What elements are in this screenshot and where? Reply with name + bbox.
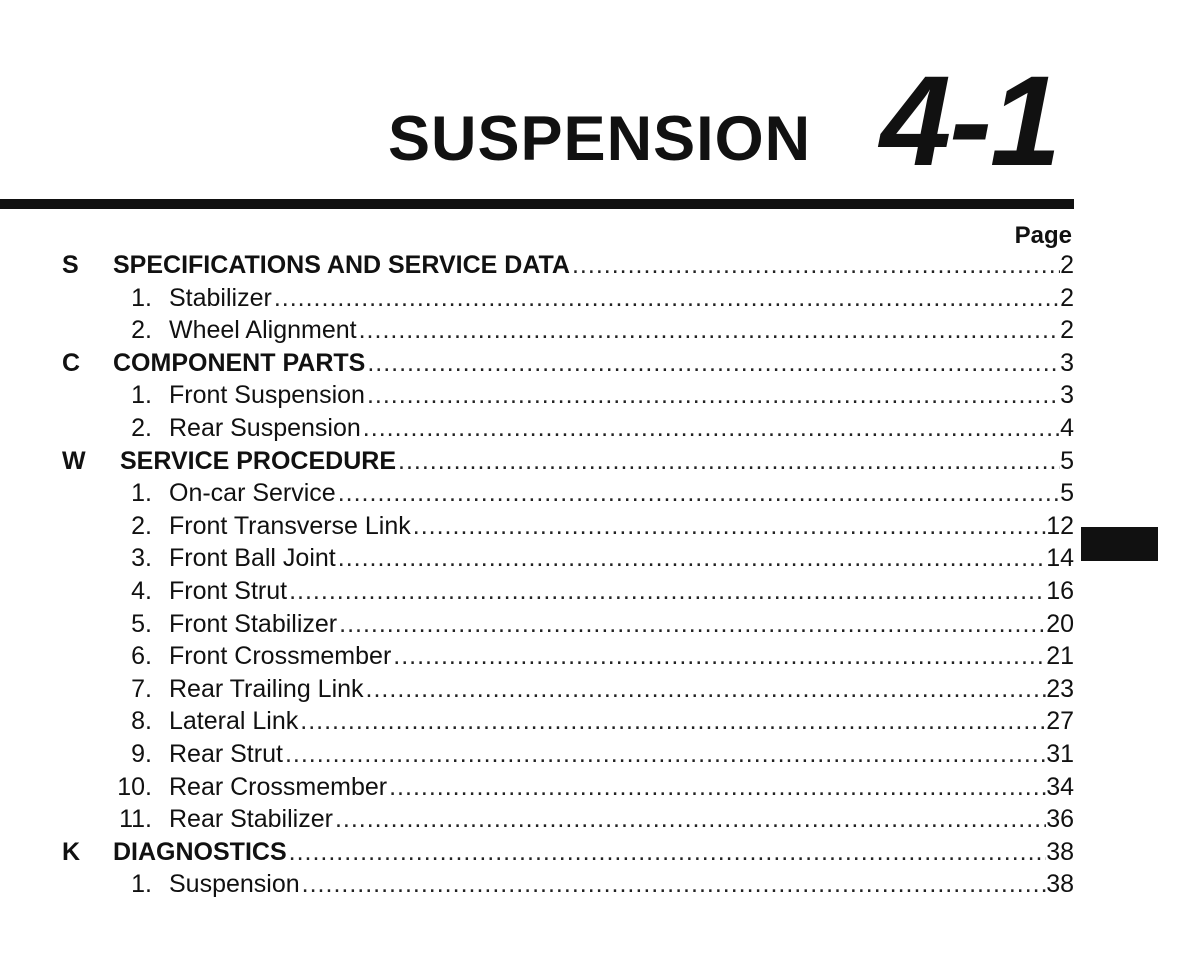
dot-leader (287, 575, 1046, 608)
toc-item-title: Front Stabilizer (169, 609, 338, 638)
page-title: SUSPENSION (388, 104, 812, 174)
toc-item-row (0, 803, 1200, 836)
dot-leader (365, 347, 1060, 380)
toc-page-number: 36 (1046, 805, 1074, 834)
toc-item-row (0, 379, 1200, 412)
toc-item-row (0, 510, 1200, 543)
dot-leader (336, 477, 1060, 510)
toc-page-number: 14 (1046, 544, 1074, 573)
toc-section-title: COMPONENT PARTS (113, 348, 366, 377)
toc-page-number: 34 (1046, 772, 1074, 801)
dot-leader (298, 705, 1046, 738)
toc-item-title: Rear Crossmember (169, 772, 388, 801)
dot-leader (272, 282, 1060, 315)
toc-entry-line (169, 542, 1074, 575)
toc-entry-line (169, 379, 1074, 412)
toc-item-number: 9. (131, 739, 152, 768)
toc-page-number: 5 (1060, 446, 1074, 475)
toc-entry-line (169, 412, 1074, 445)
toc-item-row (0, 314, 1200, 347)
toc-entry-line (169, 282, 1074, 315)
toc-entry-line (169, 738, 1074, 771)
dot-leader (396, 445, 1060, 478)
toc-item-title: Front Ball Joint (169, 544, 336, 573)
page-column-label: Page (1014, 222, 1072, 249)
toc-entry-line (169, 705, 1074, 738)
toc-entry-line (113, 347, 1074, 380)
dot-leader (287, 836, 1047, 869)
toc-page-number: 3 (1060, 381, 1074, 410)
toc-item-title: Front Suspension (169, 381, 365, 410)
toc-entry-line (169, 477, 1074, 510)
toc-page-number: 2 (1060, 316, 1074, 345)
toc-section-title: SPECIFICATIONS AND SERVICE DATA (113, 251, 570, 279)
toc-item-row (0, 282, 1200, 315)
toc-page-number: 31 (1046, 739, 1074, 768)
toc-item-row (0, 608, 1200, 641)
toc-section-title: SERVICE PROCEDURE (120, 446, 396, 475)
toc-item-number: 1. (131, 381, 152, 410)
toc-entry-line (169, 868, 1074, 901)
toc-page-number: 12 (1046, 511, 1074, 540)
toc-page-number: 20 (1046, 609, 1074, 638)
toc-item-number: 11. (119, 805, 152, 834)
dot-leader (570, 249, 1060, 282)
toc-item-title: Front Crossmember (169, 642, 392, 671)
toc-item-row (0, 673, 1200, 706)
toc-entry-line (169, 803, 1074, 836)
dot-leader (387, 771, 1046, 804)
toc-item-row (0, 771, 1200, 804)
toc-section-code: S (62, 251, 79, 279)
toc-item-title: Suspension (169, 870, 300, 899)
toc-page-number: 23 (1046, 674, 1074, 703)
toc-entry-line (169, 575, 1074, 608)
toc-item-row (0, 640, 1200, 673)
toc-section-code: C (62, 348, 81, 377)
toc-entry-line (120, 445, 1074, 478)
toc-entry-line (169, 771, 1074, 804)
toc-item-number: 7. (131, 674, 152, 703)
toc-item-number: 8. (131, 707, 152, 736)
toc-item-row (0, 705, 1200, 738)
dot-leader (361, 412, 1060, 445)
toc-entry-line (169, 510, 1074, 543)
toc-entry-line (169, 608, 1074, 641)
toc-item-number: 2. (131, 511, 152, 540)
toc-page-number: 3 (1060, 348, 1074, 377)
dot-leader (391, 640, 1046, 673)
toc-item-row (0, 738, 1200, 771)
table-of-contents (0, 249, 1200, 901)
toc-page-number: 2 (1060, 283, 1074, 312)
toc-entry-line (113, 836, 1074, 869)
toc-item-row (0, 868, 1200, 901)
toc-item-number: 10. (117, 772, 152, 801)
toc-item-number: 2. (131, 316, 152, 345)
dot-leader (357, 314, 1060, 347)
toc-item-number: 5. (131, 609, 152, 638)
toc-page-number: 4 (1060, 413, 1074, 442)
toc-item-number: 6. (131, 642, 152, 671)
toc-item-title: On-car Service (169, 479, 336, 508)
toc-entry-line (113, 249, 1074, 282)
toc-item-row (0, 477, 1200, 510)
dot-leader (283, 738, 1046, 771)
toc-item-title: Rear Stabilizer (169, 805, 333, 834)
dot-leader (411, 510, 1046, 543)
toc-section-row (0, 836, 1200, 869)
toc-item-number: 4. (131, 576, 152, 605)
toc-item-title: Rear Trailing Link (169, 674, 364, 703)
toc-section-row (0, 445, 1200, 478)
toc-item-title: Front Transverse Link (169, 511, 411, 540)
toc-page-number: 38 (1046, 870, 1074, 899)
toc-page-number: 38 (1046, 837, 1074, 866)
toc-page-number: 2 (1060, 251, 1074, 279)
toc-item-title: Lateral Link (169, 707, 299, 736)
toc-item-title: Rear Strut (169, 739, 283, 768)
toc-entry-line (169, 640, 1074, 673)
toc-section-row (0, 249, 1200, 282)
toc-item-row (0, 412, 1200, 445)
toc-page-number: 27 (1046, 707, 1074, 736)
dot-leader (300, 868, 1047, 901)
toc-page-number: 5 (1060, 479, 1074, 508)
toc-item-number: 1. (131, 283, 152, 312)
dot-leader (364, 673, 1047, 706)
toc-item-number: 1. (131, 870, 152, 899)
toc-item-number: 3. (131, 544, 152, 573)
chapter-number: 4-1 (880, 50, 1059, 193)
toc-section-code: W (62, 446, 86, 475)
toc-entry-line (169, 314, 1074, 347)
toc-section-title: DIAGNOSTICS (113, 837, 287, 866)
toc-section-code: K (62, 837, 81, 866)
header-rule (0, 199, 1074, 209)
toc-item-title: Stabilizer (169, 283, 272, 312)
toc-page-number: 21 (1046, 642, 1074, 671)
toc-item-title: Rear Suspension (169, 413, 361, 442)
toc-item-number: 2. (131, 413, 152, 442)
dot-leader (337, 608, 1046, 641)
toc-section-row (0, 347, 1200, 380)
toc-item-row (0, 575, 1200, 608)
dot-leader (336, 542, 1046, 575)
toc-item-title: Wheel Alignment (169, 316, 357, 345)
dot-leader (365, 379, 1060, 412)
toc-entry-line (169, 673, 1074, 706)
toc-item-number: 1. (131, 479, 152, 508)
toc-item-row (0, 542, 1200, 575)
toc-item-title: Front Strut (169, 576, 288, 605)
dot-leader (333, 803, 1046, 836)
toc-page-number: 16 (1046, 576, 1074, 605)
